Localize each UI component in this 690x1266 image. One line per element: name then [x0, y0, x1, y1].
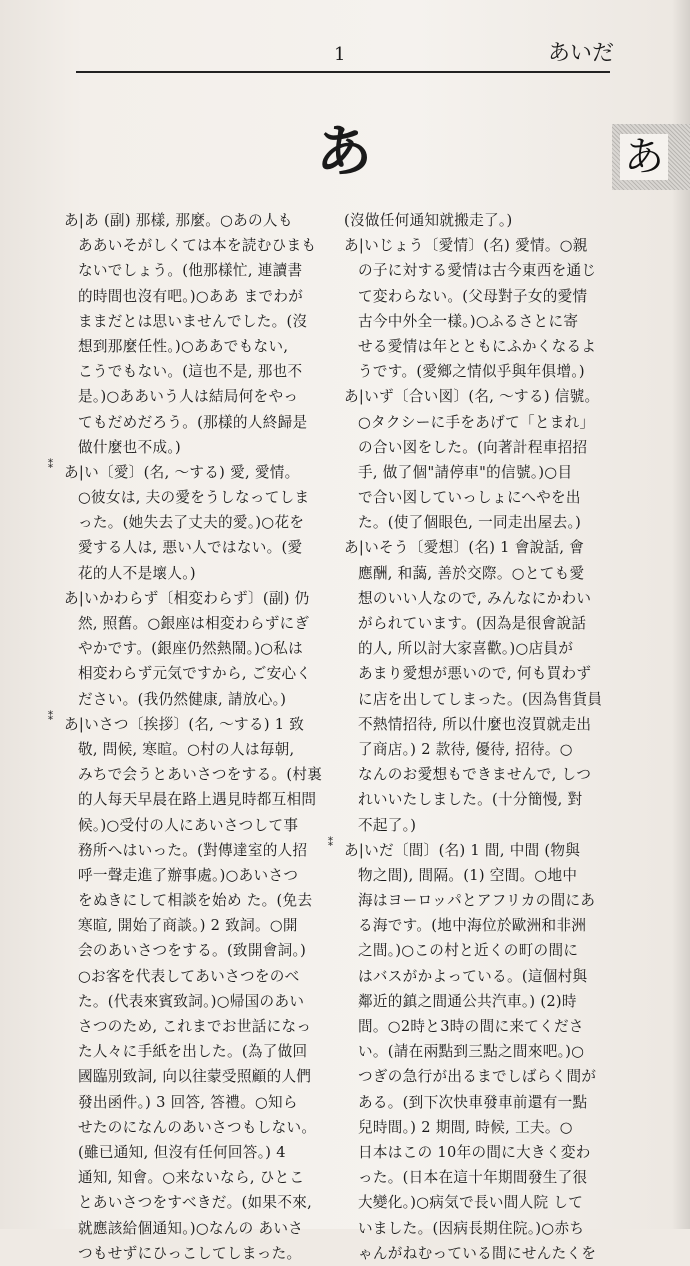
entry-text-line: ないでしょう。(他那樣忙, 連讀書 [78, 262, 303, 280]
entry-text-line: ○タクシーに手をあげて「とまれ」 [358, 413, 595, 431]
entry-text-line: 大變化。)○病気で長い間人院 して [358, 1194, 584, 1212]
entry-text-line: 不起了。) [358, 816, 417, 834]
entry-text-line: 兒時間。) 2 期間, 時候, 工夫。○ [358, 1118, 573, 1136]
right-column [328, 208, 626, 1266]
section-kana-heading: あ [316, 120, 372, 185]
entry-text-line: をぬきにして相談を始め た。(免去 [78, 892, 313, 910]
header-rule [76, 71, 610, 73]
entry-text-line: こうでもない。(這也不是, 那也不 [78, 363, 303, 381]
entry-text-line: 会のあいさつをする。(致開會詞。) [78, 942, 307, 960]
entry-text-line: がられています。(因為是很會說話 [358, 615, 587, 632]
entry-text-line: 間。○2時と3時の間に来てくださ [358, 1018, 584, 1035]
entry-text-line: 想到那麼任性。)○ああでもない, [78, 337, 289, 355]
entry-text-line: つぎの急行が出るまでしばらく間が [358, 1068, 597, 1086]
entry-text-line: はバスがかよっている。(這個村與 [358, 967, 588, 985]
entry-text-line: ままだとは思いませんでした。(沒 [78, 312, 308, 330]
entry-text-line: うです。(愛鄉之情似乎與年俱增。) [358, 363, 585, 381]
frequency-star-marker: ⁑ [48, 711, 53, 723]
entry-text-line: 手, 做了個"請停車"的信號。)○目 [358, 463, 573, 481]
entry-text-line: 務所へはいった。(對傳達室的人招 [78, 841, 308, 859]
entry-headword-line: あ|いじょう〔愛情〕(名) 愛情。○親 [344, 237, 588, 255]
page-number: 1 [334, 44, 346, 65]
entry-text-line: 的人, 所以討大家喜歡。)○店員が [358, 640, 574, 658]
entry-text-line: 海はヨーロッパとアフリカの間にあ [358, 892, 596, 910]
entry-text-line: (雖已通知, 但沒有任何回答。) 4 [78, 1143, 286, 1161]
entry-headword-line: あ|いだ〔間〕(名) 1 間, 中間 (物與 [344, 841, 581, 859]
entry-text-line: 然, 照舊。○銀座は相変わらずにぎ [78, 615, 310, 632]
entry-text-line: 相変わらず元気ですから, ご安心く [78, 665, 312, 683]
entry-text-line: 想のいい人なので, みんなにかわい [358, 589, 592, 607]
entry-text-line: あまり愛想が悪いので, 何も買わず [358, 665, 592, 683]
frequency-star-marker: ⁑ [328, 837, 333, 849]
entry-text-line: 鄰近的鎮之間通公共汽車。) (2)時 [358, 992, 577, 1010]
entry-text-line: 敬, 問候, 寒暄。○村の人は毎朝, [78, 740, 295, 758]
entry-text-line: せたのになんのあいさつもしない。 [78, 1118, 317, 1136]
entry-text-line: ああいそがしくては本を読むひまも [78, 237, 317, 255]
entry-text-line: 就應該給個通知。)○なんの あいさ [78, 1219, 304, 1237]
entry-text-line: ある。(到下次快車發車前還有一點 [358, 1093, 588, 1111]
entry-headword-line: あ|いかわらず〔相変わらず〕(副) 仍 [64, 589, 310, 607]
entry-text-line: た人々に手紙を出した。(為了做回 [78, 1043, 308, 1061]
entry-text-line: に店を出してしまった。(因為售貨員 [358, 690, 603, 708]
entry-text-line: 通知, 知會。○来ないなら, ひとこ [78, 1169, 305, 1187]
entry-text-line: ださい。(我仍然健康, 請放心。) [78, 690, 287, 708]
entry-text-line: 不熱情招待, 所以什麼也沒買就走出 [358, 715, 592, 733]
entry-text-line: やかです。(銀座仍然熱鬧。)○私は [78, 640, 304, 658]
dictionary-entry [344, 208, 626, 233]
entry-text-line: 愛する人は, 悪い人ではない。(愛 [78, 539, 303, 557]
entry-text-line: 日本はこの 10年の間に大きく変わ [358, 1143, 591, 1161]
dictionary-entry [328, 837, 626, 1266]
entry-text-line: てもだめだろう。(那樣的人終歸是 [78, 413, 308, 431]
entry-text-line: 呼一聲走進了辦事處。)○あいさつ [78, 866, 299, 884]
entry-text-line: とあいさつをすべきだ。(如果不來, [78, 1194, 313, 1212]
entry-text-line: 是。)○ああいう人は結局何をやっ [78, 388, 299, 406]
entry-text-line: 做什麼也不成。) [78, 438, 181, 456]
dictionary-entry [64, 586, 346, 712]
entry-text-line: 的人每天早晨在路上遇見時都互相問 [78, 791, 317, 809]
entry-text-line: た。(使了個眼色, 一同走出屋去。) [358, 514, 582, 532]
entry-headword-line: あ|いさつ〔挨拶〕(名, ～する) 1 致 [64, 715, 305, 733]
dictionary-entry [48, 459, 346, 586]
guide-word: あいだ [548, 41, 615, 66]
entry-text-line: いました。(因病長期住院。)○赤ち [358, 1219, 585, 1237]
entry-text-line: つもせずにひっこしてしまった。 [78, 1244, 302, 1262]
frequency-star-marker: ⁑ [48, 459, 53, 471]
dictionary-entry [48, 711, 346, 1266]
entry-text-line: 之間。)○この村と近くの町の間に [358, 942, 579, 960]
entry-headword-line: あ|い〔愛〕(名, ～する) 愛, 愛情。 [64, 463, 300, 481]
entry-text-line: の子に対する愛情は古今東西を通じ [358, 262, 597, 280]
entry-text-line: 候。)○受付の人にあいさつして事 [78, 816, 299, 834]
entry-headword-line: あ|いず〔合い図〕(名, ～する) 信號。 [344, 388, 600, 406]
entry-text-line: せる愛情は年とともにふかくなるよ [358, 337, 597, 355]
entry-text-line: ○お客を代表してあいさつをのべ [78, 967, 300, 985]
entry-text-line: みちで会うとあいさつをする。(村裏 [78, 766, 323, 784]
entry-headword-line: (沒做任何通知就搬走了。) [344, 212, 513, 229]
entry-text-line: 應酬, 和藹, 善於交際。○とても愛 [358, 564, 585, 582]
thumb-index-tab [612, 124, 690, 190]
entry-text-line: 古今中外全一樣。)○ふるさとに寄 [358, 312, 579, 330]
dictionary-entry [64, 208, 346, 460]
entry-text-line: 了商店。) 2 款待, 優待, 招待。○ [358, 740, 573, 758]
entry-text-line: 物之間), 間隔。(1) 空間。○地中 [358, 866, 578, 884]
entry-headword-line: あ|あ (副) 那樣, 那麼。○あの人も [64, 212, 293, 229]
entry-text-line: る海です。(地中海位於歐洲和非洲 [358, 917, 587, 935]
entry-text-line: て変わらない。(父母對子女的愛情 [358, 287, 588, 305]
entry-text-line: で合い図していっしょにへやを出 [358, 489, 581, 507]
entry-text-line: 國臨別致詞, 向以往蒙受照顧的人們 [78, 1068, 312, 1086]
dictionary-entry [344, 535, 626, 837]
entry-text-line: 的時間也沒有吧。)○ああ までわが [78, 287, 304, 305]
thumb-index-label: あ [620, 134, 668, 180]
dictionary-entry [344, 384, 626, 535]
entry-text-line: ゃんがねむっている間にせんたくを [358, 1244, 597, 1262]
entry-headword-line: あ|いそう〔愛想〕(名) 1 會說話, 會 [344, 539, 585, 557]
entry-text-line: 寒暄, 開始了商談。) 2 致詞。○開 [78, 917, 298, 935]
entry-text-line: ○彼女は, 夫の愛をうしなってしま [78, 489, 310, 507]
entry-text-line: 花的人不是壞人。) [78, 564, 196, 582]
entry-text-line: い。(請在兩點到三點之間來吧。)○ [358, 1043, 585, 1061]
entry-text-line: った。(日本在這十年期間發生了很 [358, 1169, 588, 1187]
entry-text-line: なんのお愛想もできませんで, しつ [358, 766, 592, 784]
entry-text-line: 發出函件。) 3 回答, 答禮。○知ら [78, 1093, 298, 1111]
entry-text-line: った。(她失去了丈夫的愛。)○花を [78, 514, 305, 532]
entry-text-line: れいいたしました。(十分簡慢, 對 [358, 791, 583, 809]
entry-text-line: の合い図をした。(向著計程車招招 [358, 438, 588, 456]
dictionary-entry [344, 233, 626, 384]
entry-text-line: た。(代表來賓致詞。)○帰国のあい [78, 992, 305, 1010]
entry-text-line: さつのため, これまでお世話になっ [78, 1018, 312, 1035]
left-column [48, 208, 346, 1266]
